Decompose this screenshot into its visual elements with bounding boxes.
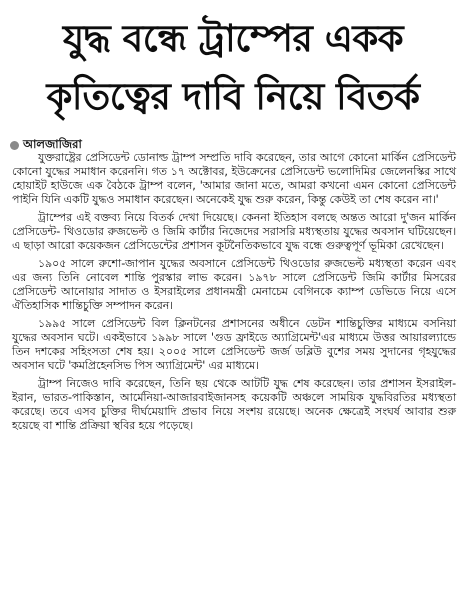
headline-line-1: যুদ্ধ বন্ধে ট্রাম্পের একক [62,17,404,60]
bullet-icon [10,141,19,150]
paragraph-1: যুক্তরাষ্ট্রের প্রেসিডেন্ট ডোনাল্ড ট্রাম্প সম্প্রতি দাবি করেছেন, তার আগে কোনো মার্কিন প্রেসিডেন্ট কোনো যুদ্ধের সমাধান করেননি। গত ১৭ অক্টোবর, ইউক্রেনের প্রেসিডেন্ট ভলোদিমির জেলেনস্কির সাথে হোয়াইট হাউজে এক বৈঠকে ট্রাম্প বলেন, 'আমার জানা মতে, আমরা কখনো এমন কোনো প্রেসিডেন্ট পাইনি যিনি একটি যুদ্ধও সমাধান করেছেন। অনেকেই যুদ্ধ শুরু করেন, কিন্তু কেউই তা শেষ করেন না।' [12,151,456,206]
headline-line-2: কৃতিত্বের দাবি নিয়ে বিতর্ক [46,75,420,118]
source-name: আলজাজিরা [23,136,82,151]
paragraph-3: ১৯০৫ সালে রুশো-জাপান যুদ্ধের অবসানে প্রেসিডেন্ট থিওডোর রুজভেল্ট মধ্যস্থতা করেন এবং এর জন্য তিনি নোবেল শান্তি পুরস্কার লাভ করেন। ১৯৭৮ সালে প্রেসিডেন্ট জিমি কার্টার মিসরের প্রেসিডেন্ট আনোয়ার সাদাত ও ইসরাইলের প্রধানমন্ত্রী মেনাচেম বেগিনকে ক্যাম্প ডেভিডে নিয়ে এসে ঐতিহাসিক শান্তিচুক্তি সম্পাদন করেন। [12,257,456,312]
paragraph-4: ১৯৯৫ সালে প্রেসিডেন্ট বিল ক্লিনটনের প্রশাসনের অধীনে ডেটন শান্তিচুক্তির মাধ্যমে বসনিয়া যুদ্ধের অবসান ঘটে। একইভাবে ১৯৯৮ সালে 'গুড ফ্রাইডে অ্যাগ্রিমেন্ট'এর মাধ্যমে উত্তর আয়ারল্যান্ডে তিন দশকের সহিংসতা শেষ হয়। ২০০৫ সালে প্রেসিডেন্ট জর্জ ডব্লিউ বুশের সময় সুদানের গৃহযুদ্ধের অবসান ঘটে 'কমপ্রিহেনসিভ পিস অ্যাগ্রিমেন্ট' এর মাধ্যমে। [12,317,456,372]
article-body [12,151,456,433]
paragraph-5: ট্রাম্প নিজেও দাবি করেছেন, তিনি ছয় থেকে আটটি যুদ্ধ শেষ করেছেন। তার প্রশাসন ইসরাইল-ইরান, ভারত-পাকিস্তান, আর্মেনিয়া-আজারবাইজানসহ কয়েকটি অঞ্চলে সাময়িক যুদ্ধবিরতির মধ্যস্থতা করেছে। তবে এসব চুক্তির দীর্ঘমেয়াদি প্রভাব নিয়ে সংশয় রয়েছে। অনেক ক্ষেত্রেই সংঘর্ষ আবার শুরু হয়েছে বা শান্তি প্রক্রিয়া স্থবির হয়ে পড়েছে। [12,377,456,432]
source-credit [10,138,466,152]
headline [0,0,466,126]
paragraph-2: ট্রাম্পের এই বক্তব্য নিয়ে বিতর্ক দেখা দিয়েছে। কেননা ইতিহাস বলছে অন্তত আরো দু'জন মার্কিন প্রেসিডেন্ট- থিওডোর রুজভেল্ট ও জিমি কার্টার নিজেদের সরাসরি মধ্যস্থতায় যুদ্ধের অবসান ঘটিয়েছেন। এ ছাড়া আরো কয়েকজন প্রেসিডেন্টের প্রশাসন কূটনৈতিকভাবে যুদ্ধ বন্ধে গুরুত্বপূর্ণ ভূমিকা রেখেছেন। [12,211,456,252]
